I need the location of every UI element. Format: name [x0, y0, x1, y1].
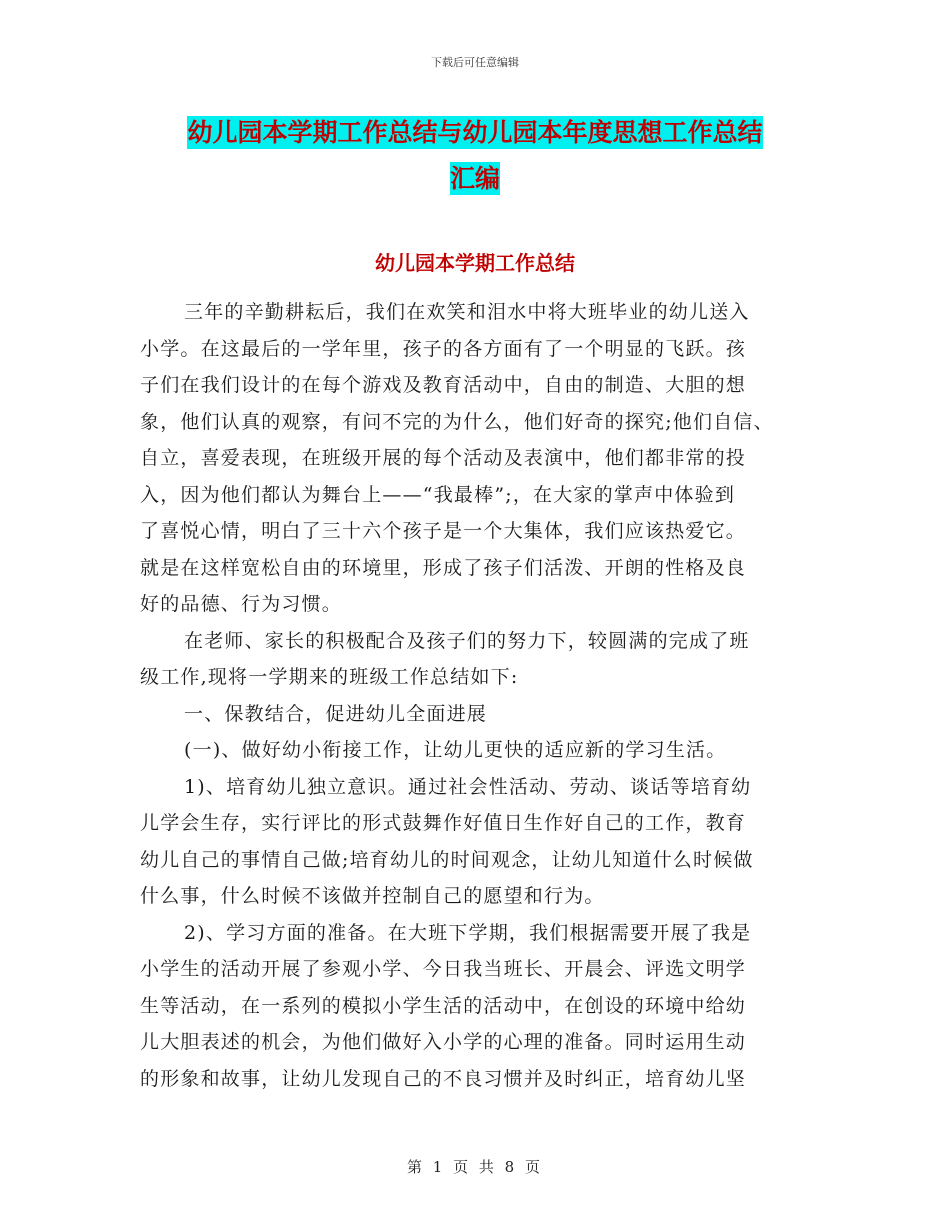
paragraph-line: 自立，喜爱表现，在班级开展的每个活动及表演中，他们都非常的投 [140, 447, 747, 469]
paragraph-line: 的形象和故事，让幼儿发现自己的不良习惯并及时纠正，培育幼儿坚 [140, 1067, 747, 1090]
paragraph-line: 三年的辛勤耕耘后，我们在欢笑和泪水中将大班毕业的幼儿送入 [184, 301, 750, 323]
paragraph-line: 好的品德、行为习惯。 [140, 593, 343, 615]
paragraph-line: 子们在我们设计的在每个游戏及教育活动中，自由的制造、大胆的想 [140, 374, 747, 396]
paragraph-line: 儿大胆表述的机会，为他们做好入小学的心理的准备。同时运用生动 [140, 1031, 747, 1053]
page-footer: 第 1 页 共 8 页 [407, 1158, 543, 1176]
paragraph-line: 小学。在这最后的一学年里，孩子的各方面有了一个明显的飞跃。孩 [140, 337, 747, 360]
paragraph-line: 幼儿自己的事情自己做;培育幼儿的时间观念，让幼儿知道什么时候做 [140, 848, 754, 871]
paragraph-line: 儿学会生存，实行评比的形式鼓舞作好值日生作好自己的工作，教育 [140, 812, 747, 834]
document-title-line-2: 汇编 [449, 164, 500, 193]
paragraph-line: 1)、培育幼儿独立意识。通过社会性活动、劳动、谈话等培育幼 [184, 775, 752, 798]
paragraph-line: 2)、学习方面的准备。在大班下学期，我们根据需要开展了我是 [184, 921, 752, 944]
paragraph-line: 生等活动，在一系列的模拟小学生活的活动中，在创设的环境中给幼 [140, 994, 747, 1017]
subheading-line: (一)、做好幼小衔接工作，让幼儿更快的适应新的学习生活。 [184, 739, 727, 761]
document-title [0, 110, 950, 202]
paragraph-line: 入，因为他们都认为舞台上——“我最棒”;，在大家的掌声中体验到 [140, 483, 736, 506]
document-title-line-1: 幼儿园本学期工作总结与幼儿园本年度思想工作总结 [187, 118, 763, 147]
paragraph-line: 级工作,现将一学期来的班级工作总结如下: [140, 666, 519, 688]
paragraph-line: 了喜悦心情，明白了三十六个孩子是一个大集体，我们应该热爱它。 [140, 520, 747, 542]
header-note: 下载后可任意编辑 [431, 56, 519, 69]
heading-line: 一、保教结合，促进幼儿全面进展 [184, 702, 488, 725]
paragraph-line: 就是在这样宽松自由的环境里，形成了孩子们活泼、开朗的性格及良 [140, 556, 747, 579]
section-title: 幼儿园本学期工作总结 [375, 251, 575, 275]
paragraph-line: 象，他们认真的观察，有问不完的为什么，他们好奇的探究;他们自信、 [140, 410, 774, 433]
paragraph-line: 什么事，什么时候不该做并控制自己的愿望和行为。 [140, 885, 605, 907]
paragraph-line: 小学生的活动开展了参观小学、今日我当班长、开晨会、评选文明学 [140, 958, 747, 980]
paragraph-line: 在老师、家长的积极配合及孩子们的努力下，较圆满的完成了班 [184, 629, 750, 652]
body-text [140, 294, 820, 1097]
